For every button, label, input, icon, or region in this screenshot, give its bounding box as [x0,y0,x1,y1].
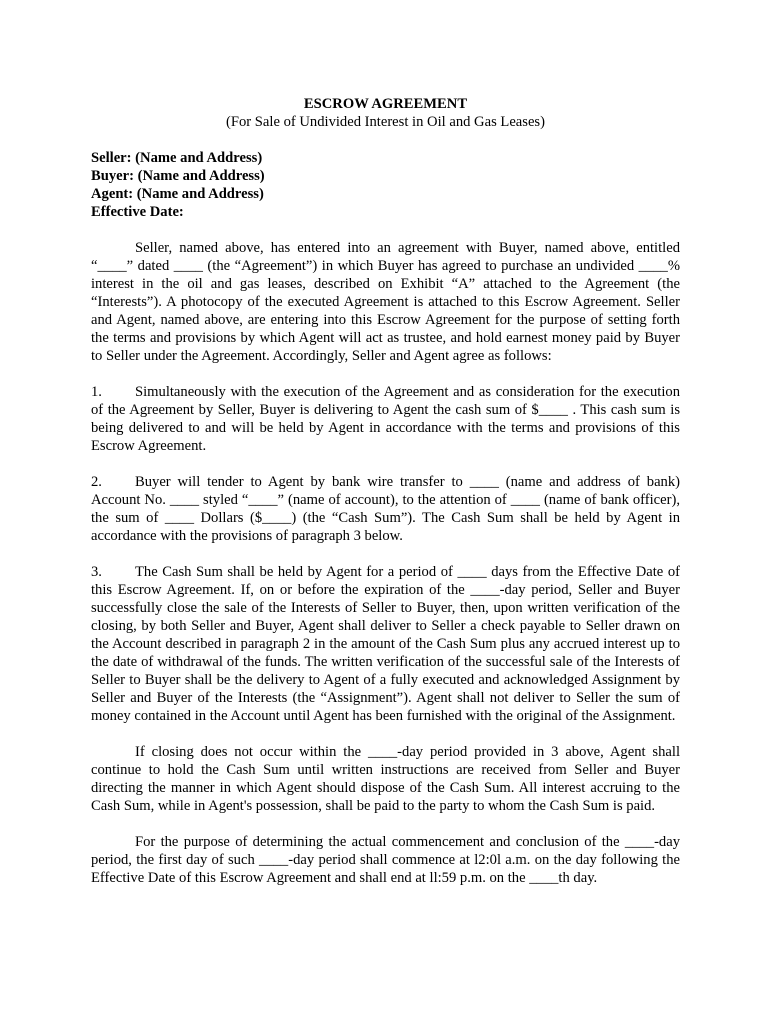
section-3-text: The Cash Sum shall be held by Agent for a period of ____ days from the Effective Date of this Escrow Agreement. If, on or before the expiration of the ____-day period, Seller and Buyer successfully close the sale of the Interests of Seller to Buyer, then, upon written verification of the closing, by both Seller and Buyer, Agent shall deliver to Seller a check payable to Seller drawn on the Account described in paragraph 2 in the amount of the Cash Sum plus any accrued interest up to the date of withdrawal of the funds. The written verification of the successful sale of the Interests of Seller to Buyer shall be the delivery to Agent of a fully executed and acknowledged Assignment by Seller and Buyer of the Interests (the “Assignment”). Agent shall not deliver to Seller the sum of money contained in the Account until Agent has been furnished with the original of the Assignment. [91,564,680,724]
timing-paragraph: For the purpose of determining the actual commencement and conclusion of the ____-day period, the first day of such ____-day period shall commence at l2:0l a.m. on the day following the Effective Date of this Escrow Agreement and shall end at ll:59 p.m. on the ____th day. [91,834,680,886]
section-2-text: Buyer will tender to Agent by bank wire transfer to ____ (name and address of bank) Account No. ____ styled “____” (name of account), to the attention of ____ (name of bank officer), the sum of ____ Dollars ($____) (the “Cash Sum”). The Cash Sum shall be held by Agent in accordance with the provisions of paragraph 3 below. [91,474,680,544]
document-title: ESCROW AGREEMENT [303,96,468,112]
section-1-text: Simultaneously with the execution of the Agreement and as consideration for the execution of the Agreement by Seller, Buyer is delivering to Agent the cash sum of $____ . This cash sum is being delivered to and will be held by Agent in accordance with the terms and provisions of this Escrow Agreement. [91,384,680,454]
section-2-number: 2. [91,474,102,490]
document-page [91,95,680,905]
section-1 [91,383,680,455]
section-3 [91,563,680,725]
intro-paragraph: Seller, named above, has entered into an agreement with Buyer, named above, entitled “____” dated ____ (the “Agreement”) in which Buyer has agreed to purchase an undivided ____% interest in the oil and gas leases, described on Exhibit “A” attached to the Agreement (the “Interests”). A photocopy of the executed Agreement is attached to this Escrow Agreement. Seller and Agent, named above, are entering into this Escrow Agreement for the purpose of setting forth the terms and provisions by which Agent will act as trustee, and hold earnest money paid by Buyer to Seller under the Agreement. Accordingly, Seller and Agent agree as follows: [91,240,680,364]
section-2 [91,473,680,545]
section-1-number: 1. [91,384,102,400]
effective-date-line: Effective Date: [91,204,184,220]
closing-paragraph: If closing does not occur within the ____-day period provided in 3 above, Agent shall continue to hold the Cash Sum until written instructions are received from Seller and Buyer directing the manner in which Agent should dispose of the Cash Sum. All interest accruing to the Cash Sum, while in Agent's possession, shall be paid to the party to whom the Cash Sum is paid. [91,744,680,814]
section-3-number: 3. [91,564,102,580]
parties-block [91,149,680,221]
agent-line: Agent: (Name and Address) [91,186,264,202]
buyer-line: Buyer: (Name and Address) [91,168,265,184]
seller-line: Seller: (Name and Address) [91,150,263,166]
document-subtitle: (For Sale of Undivided Interest in Oil and Gas Leases) [226,114,545,130]
